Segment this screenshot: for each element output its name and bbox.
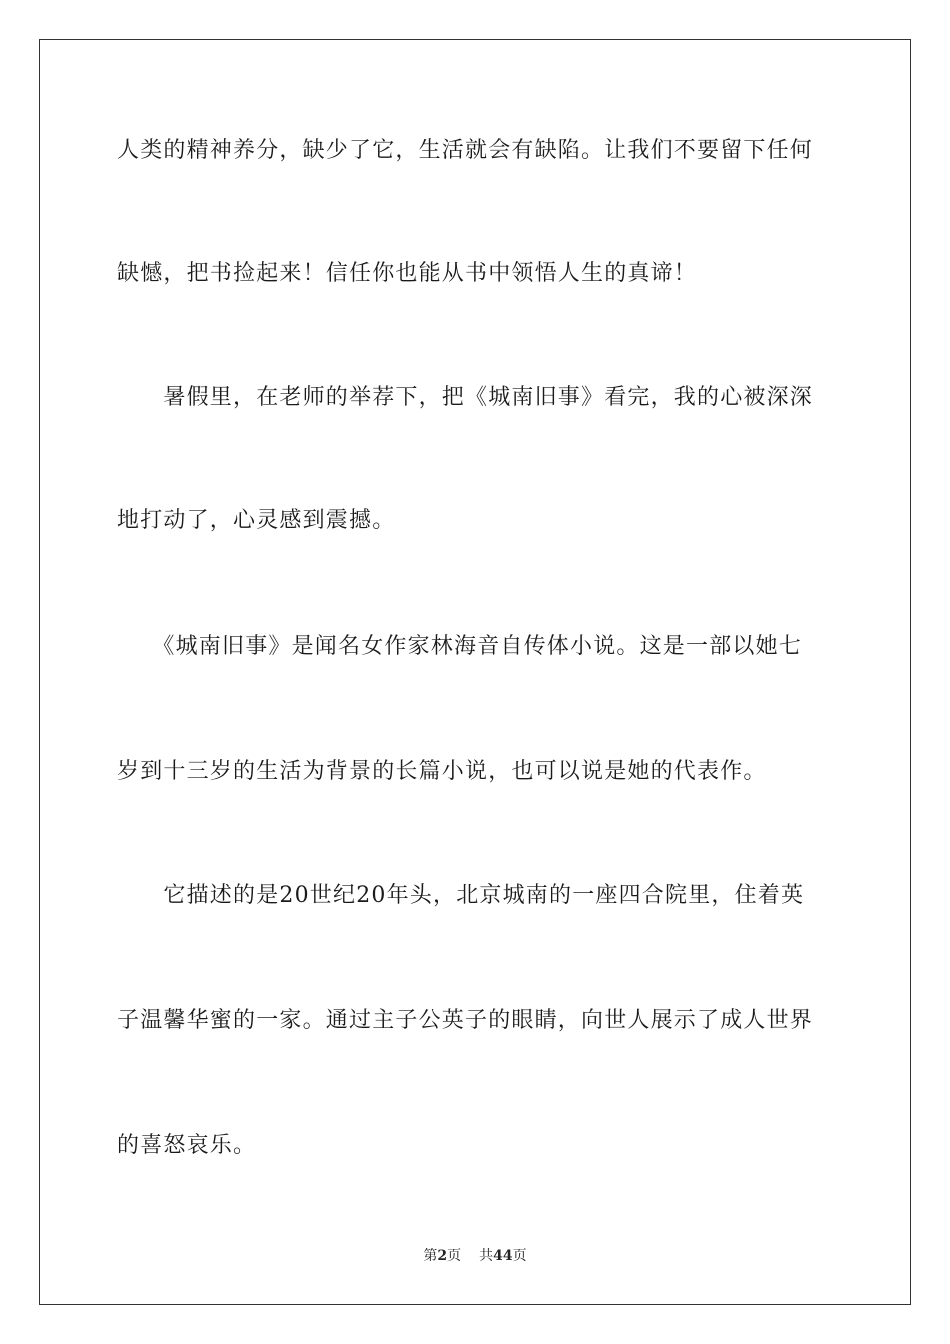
text-line: 岁到十三岁的生活为背景的长篇小说，也可以说是她的代表作。 <box>117 759 767 784</box>
text-line: 地打动了，心灵感到震撼。 <box>117 508 396 533</box>
text-line: 子温馨华蜜的一家。通过主子公英子的眼睛，向世人展示了成人世界 <box>117 1008 814 1033</box>
page-label-suffix: 页 <box>447 1248 462 1264</box>
text-line: 《城南旧事》是闻名女作家林海音自传体小说。这是一部以她七 <box>117 634 803 659</box>
page-border <box>39 39 911 1305</box>
text-line: 的喜怒哀乐。 <box>117 1133 257 1158</box>
page-number: 2 <box>437 1248 448 1264</box>
text-line: 人类的精神养分，缺少了它，生活就会有缺陷。让我们不要留下任何 <box>117 138 814 163</box>
page-label-prefix: 第 <box>423 1248 438 1264</box>
total-label-prefix: 共 <box>479 1248 494 1264</box>
total-pages: 44 <box>493 1248 513 1264</box>
text-line: 缺憾，把书捡起来！信任你也能从书中领悟人生的真谛！ <box>117 261 698 286</box>
page-footer <box>0 1247 950 1265</box>
total-label-suffix: 页 <box>512 1248 527 1264</box>
text-line: 它描述的是20世纪20年头，北京城南的一座四合院里，住着英 <box>117 883 805 908</box>
text-line: 暑假里，在老师的举荐下，把《城南旧事》看完，我的心被深深 <box>117 385 814 410</box>
